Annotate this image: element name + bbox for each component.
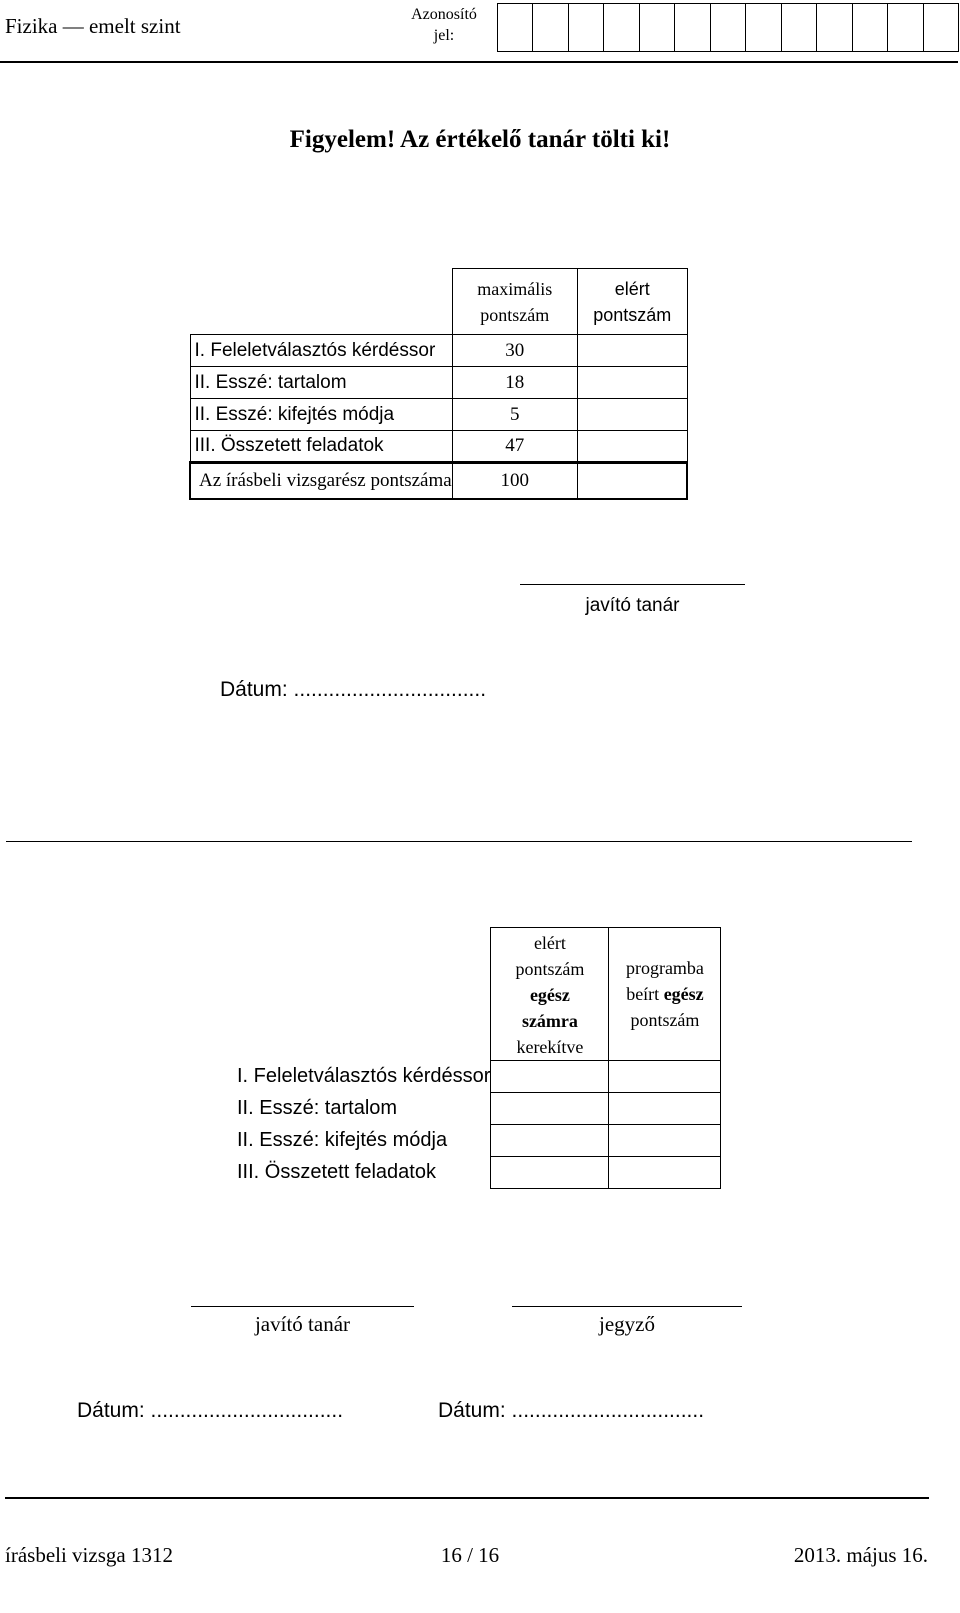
row-label: II. Esszé: kifejtés módja — [237, 1129, 448, 1151]
rounded-score-cell[interactable] — [491, 1093, 609, 1125]
signature-label-teacher: javító tanár — [254, 1312, 351, 1336]
entered-score-cell[interactable] — [609, 1061, 721, 1093]
row-max: 30 — [452, 335, 577, 367]
row-max: 5 — [452, 399, 577, 431]
entered-score-cell[interactable] — [609, 1093, 721, 1125]
rounded-score-table — [233, 927, 721, 1189]
score-table — [189, 268, 688, 500]
id-label: Azonosító jel: — [411, 6, 477, 44]
section-divider — [6, 841, 912, 842]
row-label: II. Esszé: tartalom — [237, 1097, 398, 1119]
row-label: III. Összetett feladatok — [190, 431, 452, 463]
header-rule — [0, 61, 958, 63]
score-cell[interactable] — [577, 431, 687, 463]
id-box[interactable] — [888, 4, 923, 51]
warning-heading: Figyelem! Az értékelő tanár tölti ki! — [289, 126, 671, 153]
signature-line-registrar — [512, 1306, 742, 1307]
score-cell[interactable] — [577, 367, 687, 399]
table-row — [190, 431, 687, 463]
id-boxes[interactable] — [497, 3, 959, 52]
table-row — [233, 1125, 721, 1157]
row-max: 18 — [452, 367, 577, 399]
entered-score-cell[interactable] — [609, 1125, 721, 1157]
score-cell[interactable] — [577, 399, 687, 431]
rounded-score-cell[interactable] — [491, 1125, 609, 1157]
id-box[interactable] — [569, 4, 604, 51]
footer-rule — [5, 1497, 929, 1499]
rounded-score-cell[interactable] — [491, 1061, 609, 1093]
row-label: II. Esszé: tartalom — [190, 367, 452, 399]
date-field-registrar[interactable]: Dátum: ................................. — [438, 1399, 705, 1422]
footer-exam-code: írásbeli vizsga 1312 — [5, 1543, 173, 1567]
table-sum-row — [190, 463, 687, 499]
footer-page-number: 16 / 16 — [440, 1543, 500, 1567]
page-header-title: Fizika — emelt szint — [5, 14, 181, 38]
table-row — [190, 399, 687, 431]
row-label: II. Esszé: kifejtés módja — [190, 399, 452, 431]
row-label: I. Feleletválasztós kérdéssor — [237, 1065, 491, 1087]
table-row — [233, 1157, 721, 1189]
id-box[interactable] — [924, 4, 958, 51]
id-box[interactable] — [711, 4, 746, 51]
footer-date: 2013. május 16. — [793, 1543, 928, 1567]
id-box[interactable] — [533, 4, 568, 51]
id-box[interactable] — [817, 4, 852, 51]
row-label: III. Összetett feladatok — [237, 1161, 436, 1183]
signature-line — [520, 584, 745, 585]
id-box[interactable] — [853, 4, 888, 51]
id-box[interactable] — [675, 4, 710, 51]
table-row — [190, 367, 687, 399]
entered-score-cell[interactable] — [609, 1157, 721, 1189]
signature-line-teacher — [191, 1306, 414, 1307]
date-field-teacher[interactable]: Dátum: ................................. — [77, 1399, 344, 1422]
table-row — [233, 1093, 721, 1125]
rounded-score-cell[interactable] — [491, 1157, 609, 1189]
row-label: I. Feleletválasztós kérdéssor — [190, 335, 452, 367]
date-field[interactable]: Dátum: ................................. — [220, 678, 487, 701]
col-header-rounded: elért pontszám egész számra kerekítve — [491, 928, 609, 1061]
sum-score-cell[interactable] — [577, 463, 687, 499]
id-box[interactable] — [782, 4, 817, 51]
col-header-entered: programba beírt egész pontszám — [609, 928, 721, 1061]
signature-label: javító tanár — [585, 595, 680, 616]
col-header-max: maximális pontszám — [452, 269, 577, 335]
table-row — [190, 335, 687, 367]
table-row — [233, 1061, 721, 1093]
sum-label: Az írásbeli vizsgarész pontszáma — [190, 463, 452, 499]
signature-label-registrar: jegyző — [599, 1312, 655, 1336]
id-box[interactable] — [640, 4, 675, 51]
col-header-got: elért pontszám — [577, 269, 687, 335]
row-max: 47 — [452, 431, 577, 463]
id-box[interactable] — [746, 4, 781, 51]
id-box[interactable] — [498, 4, 533, 51]
sum-max: 100 — [452, 463, 577, 499]
score-cell[interactable] — [577, 335, 687, 367]
id-box[interactable] — [604, 4, 639, 51]
